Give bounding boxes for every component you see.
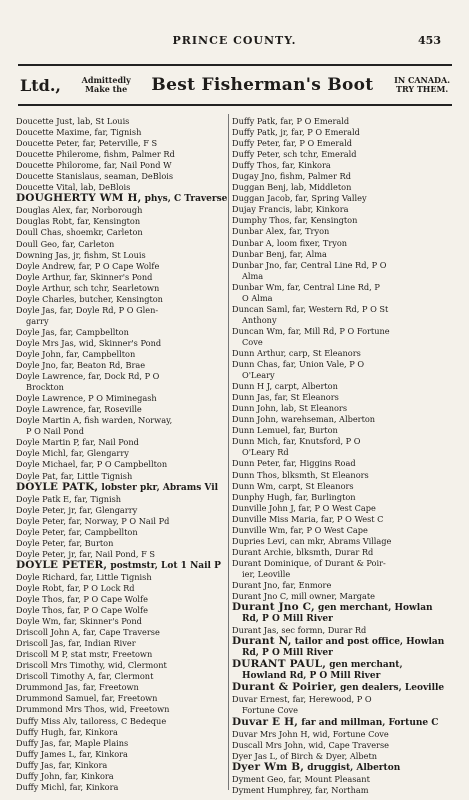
entry-text: Durant Jno C, mill owner, Margate bbox=[232, 591, 375, 602]
entry-name: Duvar E H, bbox=[232, 715, 299, 728]
directory-entry bbox=[232, 558, 452, 580]
entry-text: Doyle Peter, far, Campbellton bbox=[16, 526, 138, 537]
directory-entry bbox=[16, 671, 236, 682]
entry-text: Dyer Jas L, of Birch & Dyer, Albetn bbox=[232, 750, 378, 761]
entry-text: Dunn John, warehseman, Alberton bbox=[232, 414, 376, 425]
directory-entry bbox=[232, 659, 452, 682]
directory-entry bbox=[232, 226, 452, 237]
directory-entry bbox=[16, 716, 236, 727]
directory-entry bbox=[16, 305, 236, 327]
entry-text: Doyle Richard, far, Little Tignish bbox=[16, 571, 152, 582]
entry-continuation: Alma bbox=[242, 270, 264, 281]
entry-text: Duncan Wm, far, Mill Rd, P O Fortune bbox=[232, 325, 390, 336]
entry-text: Doyle Peter, far, Burton bbox=[16, 537, 114, 548]
advert-admittedly-line1: Admittedly bbox=[81, 75, 131, 85]
directory-entry bbox=[16, 538, 236, 549]
entry-text: far and millman, Fortune C bbox=[298, 717, 439, 728]
entry-text: Driscoll M P, stat mstr, Freetown bbox=[16, 649, 153, 660]
directory-entry bbox=[16, 516, 236, 527]
entry-text: Duggan Jacob, far, Spring Valley bbox=[232, 193, 367, 204]
directory-entry bbox=[16, 594, 236, 605]
entry-text: Dunville John J, far, P O West Cape bbox=[232, 502, 376, 513]
directory-entry bbox=[232, 282, 452, 304]
directory-entry bbox=[232, 536, 452, 547]
entry-continuation: O'Leary Rd bbox=[242, 447, 289, 458]
entry-name: DOYLE PETER, bbox=[16, 558, 108, 571]
entry-text: Doull Chas, shoemkr, Carleton bbox=[16, 227, 143, 238]
directory-entry bbox=[16, 560, 236, 572]
directory-entry bbox=[16, 605, 236, 616]
entry-text: Dyment Humphrey, far, Northam bbox=[232, 784, 369, 795]
entry-text: Doucette Philerome, fishm, Palmer Rd bbox=[16, 149, 175, 160]
directory-entry bbox=[232, 694, 452, 716]
entry-text: Doucette Just, lab, St Louis bbox=[16, 116, 130, 126]
directory-entry bbox=[232, 481, 452, 492]
directory-entry bbox=[16, 250, 236, 261]
directory-entry bbox=[16, 771, 236, 782]
directory-entry bbox=[16, 393, 236, 404]
directory-entry bbox=[16, 527, 236, 538]
entry-text: Doyle Peter, jr, far, Glengarry bbox=[16, 504, 138, 515]
directory-entry bbox=[232, 116, 452, 127]
entry-text: Dunville Miss Maria, far, P O West C bbox=[232, 513, 384, 524]
advert-canada-line2: TRY THEM. bbox=[396, 84, 449, 94]
directory-entry bbox=[232, 138, 452, 149]
directory-entry bbox=[16, 649, 236, 660]
directory-entry bbox=[16, 660, 236, 671]
directory-entry bbox=[16, 371, 236, 393]
directory-entry bbox=[232, 636, 452, 659]
entry-text: Doyle Lawrence, far, Roseville bbox=[16, 404, 142, 415]
entry-continuation: Fortune Cove bbox=[242, 705, 299, 716]
directory-column-left bbox=[16, 116, 236, 793]
entry-text: Doyle Thos, far, P O Cape Wolfe bbox=[16, 605, 148, 616]
directory-entry bbox=[16, 782, 236, 793]
directory-entry bbox=[16, 693, 236, 704]
entry-text: Dunn Thos, blksmth, St Eleanors bbox=[232, 469, 369, 480]
directory-entry bbox=[232, 193, 452, 204]
directory-entry bbox=[16, 127, 236, 138]
directory-entry bbox=[16, 149, 236, 160]
entry-text: Doyle John, far, Campbellton bbox=[16, 348, 136, 359]
entry-text: Doyle Andrew, far, P O Cape Wolfe bbox=[16, 260, 160, 271]
entry-text: Duffy Patk, far, P O Emerald bbox=[232, 116, 350, 126]
directory-entry bbox=[16, 216, 236, 227]
directory-entry bbox=[232, 580, 452, 591]
entry-text: Doyle Martin A, fish warden, Norway, bbox=[16, 415, 173, 426]
directory-entry bbox=[16, 727, 236, 738]
entry-text: Dunn Mich, far, Knutsford, P O bbox=[232, 436, 361, 447]
directory-entry bbox=[16, 505, 236, 516]
entry-text: Dunn John, lab, St Eleanors bbox=[232, 403, 348, 414]
entry-text: tailor and post office, Howlan bbox=[291, 637, 445, 648]
entry-text: Duncan Saml, far, Western Rd, P O St bbox=[232, 303, 389, 314]
directory-entry bbox=[232, 740, 452, 751]
entry-text: Doyle Charles, butcher, Kensington bbox=[16, 293, 163, 304]
directory-entry bbox=[232, 182, 452, 193]
directory-entry bbox=[16, 482, 236, 494]
entry-text: Doyle Patk E, far, Tignish bbox=[16, 493, 122, 504]
entry-text: Duffy James L, far, Kinkora bbox=[16, 748, 128, 759]
directory-entry bbox=[16, 227, 236, 238]
directory-entry bbox=[16, 338, 236, 349]
directory-column-right bbox=[232, 116, 452, 796]
entry-text: phys, C Traverse bbox=[141, 194, 228, 205]
directory-entry bbox=[16, 627, 236, 638]
directory-entry bbox=[16, 616, 236, 627]
entry-text: Duffy Jas, far, Kinkora bbox=[16, 759, 108, 770]
entry-text: Doyle Lawrence, P O Miminegash bbox=[16, 393, 157, 404]
entry-text: Dunphy Hugh, far, Burlington bbox=[232, 491, 356, 502]
entry-text: Duffy Michl, far, Kinkora bbox=[16, 781, 119, 792]
entry-text: postmstr, Lot 1 Nail P bbox=[107, 560, 221, 571]
entry-continuation: Howland Rd, P O Mill River bbox=[242, 671, 381, 682]
entry-text: druggist, Alberton bbox=[304, 762, 401, 773]
entry-text: Doull Geo, far, Carleton bbox=[16, 238, 115, 249]
directory-entry bbox=[16, 327, 236, 338]
directory-entry bbox=[232, 414, 452, 425]
page-header bbox=[0, 34, 469, 54]
directory-entry bbox=[16, 704, 236, 715]
directory-entry bbox=[16, 494, 236, 505]
directory-entry bbox=[16, 205, 236, 216]
directory-entry bbox=[16, 437, 236, 448]
entry-text: Doucette Philorome, far, Nail Pond W bbox=[16, 160, 172, 171]
directory-entry bbox=[16, 448, 236, 459]
advert-admittedly-line2: Make the bbox=[85, 84, 128, 94]
entry-text: Dugay Jno, fishm, Palmer Rd bbox=[232, 171, 351, 182]
directory-entry bbox=[16, 239, 236, 250]
entry-text: Doucette Vital, lab, DeBlois bbox=[16, 182, 131, 193]
entry-text: Doyle Jno, far, Beaton Rd, Brae bbox=[16, 360, 146, 371]
entry-text: Doyle Michael, far, P O Campbellton bbox=[16, 459, 168, 470]
entry-text: Dunn Lemuel, far, Burton bbox=[232, 425, 338, 436]
entry-text: Dunbar Wm, far, Central Line Rd, P bbox=[232, 281, 380, 292]
directory-entry bbox=[16, 638, 236, 649]
entry-text: Dunbar Benj, far, Alma bbox=[232, 248, 327, 259]
directory-entry bbox=[16, 682, 236, 693]
entry-text: Dunbar Jno, far, Central Line Rd, P O bbox=[232, 259, 387, 270]
directory-entry bbox=[232, 304, 452, 326]
directory-entry bbox=[16, 193, 236, 205]
entry-text: Dunn Peter, far, Higgins Road bbox=[232, 458, 356, 469]
entry-continuation: O Alma bbox=[242, 292, 273, 303]
directory-entry bbox=[232, 359, 452, 381]
entry-continuation: Rd, P O Mill River bbox=[242, 648, 333, 659]
entry-name: Durant & Poirier, bbox=[232, 681, 337, 694]
entry-name: DOYLE PATK, bbox=[16, 480, 99, 493]
entry-text: Doyle Jas, far, Doyle Rd, P O Glen- bbox=[16, 304, 159, 315]
entry-text: Doucette Stanislaus, seaman, DeBlois bbox=[16, 171, 174, 182]
directory-entry bbox=[232, 682, 452, 694]
entry-text: Duffy Hugh, far, Kinkora bbox=[16, 726, 118, 737]
entry-text: Doyle Robt, far, P O Lock Rd bbox=[16, 582, 135, 593]
entry-name: DURANT PAUL, bbox=[232, 658, 327, 671]
entry-text: Dunn Chas, far, Union Vale, P O bbox=[232, 359, 365, 370]
directory-entry bbox=[232, 729, 452, 740]
entry-text: Driscoll Timothy A, far, Clermont bbox=[16, 671, 154, 682]
entry-text: Duscall Mrs John, wid, Cape Traverse bbox=[232, 739, 390, 750]
entry-text: Dunville Wm, far, P O West Cape bbox=[232, 524, 368, 535]
entry-text: Driscoll Mrs Timothy, wid, Clermont bbox=[16, 660, 167, 671]
entry-text: Durant Jno, far, Enmore bbox=[232, 579, 332, 590]
directory-entry bbox=[16, 160, 236, 171]
directory-entry bbox=[232, 717, 452, 729]
advert-ltd: Ltd., bbox=[20, 75, 61, 95]
entry-text: Durant Dominique, of Durant & Poir- bbox=[232, 557, 386, 568]
entry-text: Dupries Levi, can mkr, Abrams Village bbox=[232, 535, 392, 546]
directory-entry bbox=[16, 749, 236, 760]
advert-slogan: Best Fisherman's Boot bbox=[151, 75, 374, 95]
entry-text: Doyle Jas, far, Campbellton bbox=[16, 326, 129, 337]
entry-text: lobster pkr, Abrams Vil bbox=[98, 482, 219, 493]
entry-continuation: Anthony bbox=[242, 314, 277, 325]
entry-text: Duffy Peter, far, P O Emerald bbox=[232, 138, 353, 149]
directory-entry bbox=[232, 458, 452, 469]
advert-admittedly bbox=[82, 76, 131, 94]
directory-entry bbox=[16, 349, 236, 360]
entry-text: Doyle Peter, jr, far, Nail Pond, F S bbox=[16, 548, 156, 559]
entry-continuation: P O Nail Pond bbox=[26, 426, 84, 437]
directory-entry bbox=[232, 171, 452, 182]
directory-entry bbox=[16, 415, 236, 437]
entry-text: Drummond Samuel, far, Freetown bbox=[16, 693, 158, 704]
entry-text: Driscoll John A, far, Cape Traverse bbox=[16, 627, 160, 638]
directory-entry bbox=[16, 261, 236, 272]
directory-entry bbox=[16, 283, 236, 294]
entry-text: Doucette Maxime, far, Tignish bbox=[16, 127, 142, 138]
page-number: 453 bbox=[418, 34, 441, 47]
directory-entry bbox=[232, 785, 452, 796]
directory-entry bbox=[232, 348, 452, 359]
directory-entry bbox=[16, 171, 236, 182]
entry-text: Dunn Arthur, carp, St Eleanors bbox=[232, 347, 361, 358]
entry-text: Drummond Mrs Thos, wid, Freetown bbox=[16, 704, 170, 715]
entry-text: Doyle Michl, far, Glengarry bbox=[16, 448, 129, 459]
entry-text: Downing Jas, jr, fishm, St Louis bbox=[16, 249, 146, 260]
directory-entry bbox=[232, 381, 452, 392]
directory-entry bbox=[232, 503, 452, 514]
directory-entry bbox=[232, 547, 452, 558]
entry-text: gen merchant, bbox=[326, 660, 403, 671]
entry-name: Dyer Wm B, bbox=[232, 760, 305, 773]
directory-entry bbox=[232, 149, 452, 160]
entry-name: Durant N, bbox=[232, 635, 292, 648]
entry-continuation: Rd, P O Mill River bbox=[242, 614, 333, 625]
directory-entry bbox=[232, 774, 452, 785]
entry-text: Duggan Benj, lab, Middleton bbox=[232, 182, 352, 193]
entry-text: Driscoll Jas, far, Indian River bbox=[16, 638, 136, 649]
entry-name: DOUGHERTY WM H, bbox=[16, 192, 142, 205]
entry-text: Dujay Francis, labr, Kinkora bbox=[232, 204, 349, 215]
directory-entry bbox=[232, 425, 452, 436]
advertisement-banner bbox=[18, 64, 452, 106]
running-title: PRINCE COUNTY. bbox=[172, 34, 297, 47]
directory-entry bbox=[232, 392, 452, 403]
directory-entry bbox=[232, 238, 452, 249]
directory-entry bbox=[232, 602, 452, 625]
advert-canada bbox=[394, 76, 450, 94]
entry-text: gen dealers, Leoville bbox=[336, 683, 445, 694]
entry-text: Dyment Geo, far, Mount Pleasant bbox=[232, 773, 370, 784]
entry-text: Drummond Jas, far, Freetown bbox=[16, 682, 139, 693]
directory-entry bbox=[16, 138, 236, 149]
entry-name: Durant Jno C, bbox=[232, 601, 315, 614]
directory-entry bbox=[232, 436, 452, 458]
entry-text: Doyle Pat, far, Little Tignish bbox=[16, 470, 133, 481]
entry-text: Dumphy Thos, far, Kensington bbox=[232, 215, 358, 226]
directory-entry bbox=[232, 260, 452, 282]
entry-continuation: Brockton bbox=[26, 382, 64, 393]
directory-entry bbox=[16, 272, 236, 283]
entry-text: Duvar Mrs John H, wid, Fortune Cove bbox=[232, 728, 389, 739]
directory-entry bbox=[16, 459, 236, 470]
entry-text: Doyle Martin P, far, Nail Pond bbox=[16, 437, 139, 448]
entry-continuation: garry bbox=[26, 315, 49, 326]
directory-entry bbox=[232, 215, 452, 226]
directory-entry bbox=[232, 514, 452, 525]
advert-canada-line1: IN CANADA. bbox=[394, 75, 450, 85]
entry-text: Dunn Jas, far, St Eleanors bbox=[232, 392, 339, 403]
directory-entry bbox=[16, 116, 236, 127]
directory-entry bbox=[232, 160, 452, 171]
directory-entry bbox=[232, 492, 452, 503]
directory-entry bbox=[16, 294, 236, 305]
directory-entry bbox=[232, 127, 452, 138]
entry-continuation: ier, Leoville bbox=[242, 568, 291, 579]
directory-entry bbox=[16, 738, 236, 749]
entry-text: Duffy Thos, far, Kinkora bbox=[232, 160, 331, 171]
entry-continuation: O'Leary bbox=[242, 370, 275, 381]
directory-entry bbox=[16, 360, 236, 371]
directory-entry bbox=[232, 470, 452, 481]
directory-entry bbox=[232, 326, 452, 348]
directory-entry bbox=[16, 404, 236, 415]
entry-text: gen merchant, Howlan bbox=[314, 603, 433, 614]
entry-text: Doyle Wm, far, Skinner's Pond bbox=[16, 616, 142, 627]
entry-text: Duffy Jas, far, Maple Plains bbox=[16, 737, 129, 748]
entry-text: Doyle Thos, far, P O Cape Wolfe bbox=[16, 594, 148, 605]
entry-text: Douglas Robt, far, Kensington bbox=[16, 216, 141, 227]
entry-text: Duffy Patk, jr, far, P O Emerald bbox=[232, 127, 360, 138]
entry-text: Doucette Peter, far, Peterville, F S bbox=[16, 138, 158, 149]
entry-text: Durant Jas, sec formn, Durar Rd bbox=[232, 625, 367, 636]
entry-text: Dunn Wm, carpt, St Eleanors bbox=[232, 480, 354, 491]
directory-entry bbox=[232, 525, 452, 536]
entry-text: Doyle Arthur, sch tchr, Searletown bbox=[16, 282, 160, 293]
entry-text: Doyle Lawrence, far, Dock Rd, P O bbox=[16, 371, 160, 382]
entry-text: Doyle Arthur, far, Skinner's Pond bbox=[16, 271, 153, 282]
entry-text: Dunbar Alex, far, Tryon bbox=[232, 226, 330, 237]
directory-entry bbox=[16, 583, 236, 594]
entry-text: Dunbar A, loom fixer, Tryon bbox=[232, 237, 348, 248]
directory-entry bbox=[232, 249, 452, 260]
directory-entry bbox=[232, 204, 452, 215]
directory-entry bbox=[16, 572, 236, 583]
entry-text: Durant Archie, blksmth, Durar Rd bbox=[232, 546, 374, 557]
entry-text: Dunn H J, carpt, Alberton bbox=[232, 381, 338, 392]
entry-text: Duffy Peter, sch tchr, Emerald bbox=[232, 149, 357, 160]
directory-entry bbox=[232, 762, 452, 774]
entry-text: Duvar Ernest, far, Herewood, P O bbox=[232, 694, 372, 705]
entry-text: Duffy Miss Alv, tailoress, C Bedeque bbox=[16, 715, 167, 726]
entry-text: Douglas Alex, far, Norborough bbox=[16, 205, 143, 216]
directory-entry bbox=[232, 403, 452, 414]
directory-entry bbox=[16, 760, 236, 771]
entry-text: Doyle Peter, far, Norway, P O Nail Pd bbox=[16, 515, 170, 526]
entry-continuation: Cove bbox=[242, 336, 263, 347]
entry-text: Doyle Mrs Jas, wid, Skinner's Pond bbox=[16, 337, 162, 348]
entry-text: Duffy John, far, Kinkora bbox=[16, 770, 114, 781]
